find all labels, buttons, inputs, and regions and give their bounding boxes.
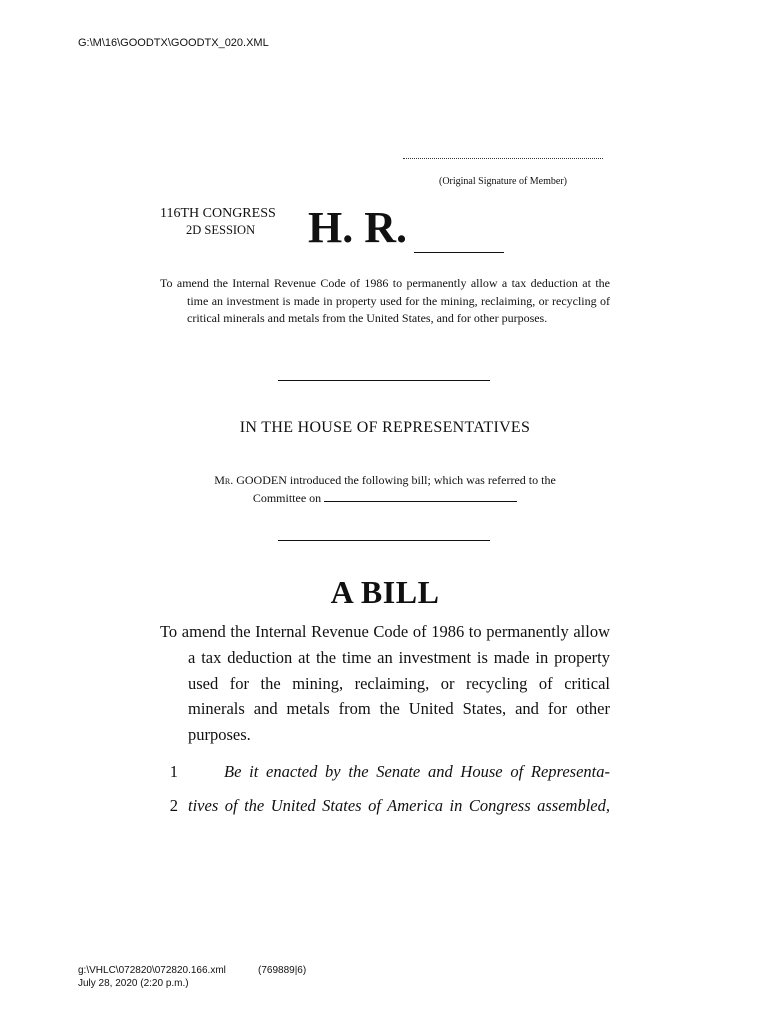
bill-number-blank — [414, 252, 504, 253]
long-title: To amend the Internal Revenue Code of 1986 to permanently allow a tax deduction at the time an investment is made in property used for the mining, reclaiming, or recycling of critical minerals and metals from the United States, and for other purposes. — [160, 622, 610, 745]
footer-file-info — [78, 964, 226, 990]
session-label: 2D SESSION — [186, 223, 256, 237]
line-number: 1 — [169, 762, 178, 781]
short-title: To amend the Internal Revenue Code of 1986 to permanently allow a tax deduction at the time an investment is made in property used for the mining, reclaiming, or recycling of critical minerals and metals from the United States, and for other purposes. — [160, 276, 610, 325]
introduction-text: introduced the following bill; which was referred to the — [286, 473, 556, 487]
bill-label: A BILL — [330, 574, 440, 610]
file-path: G:\M\16\GOODTX\GOODTX_020.XML — [78, 37, 269, 49]
footer-file-ref: g:\VHLC\072820\072820.166.xml — [78, 965, 226, 976]
footer-doc-id: (769889|6) — [258, 965, 307, 976]
signature-caption: (Original Signature of Member) — [438, 176, 568, 187]
enacting-clause-line: tives of the United States of America in Congress assembled, — [188, 796, 610, 815]
divider-rule — [278, 540, 490, 541]
committee-label: Committee on — [252, 490, 325, 505]
enacting-clause-line: Be it enacted by the Senate and House of Representa- — [224, 762, 610, 781]
introduction-statement — [160, 472, 610, 507]
committee-blank — [324, 492, 517, 502]
committee-line — [160, 490, 610, 508]
divider-rule — [278, 380, 490, 381]
congress-number: 116TH CONGRESS — [160, 206, 276, 221]
introduction-line — [160, 472, 610, 490]
signature-line — [403, 158, 603, 159]
footer-date: July 28, 2020 (2:20 p.m.) — [78, 978, 189, 989]
line-number: 2 — [169, 796, 178, 815]
chamber-heading: IN THE HOUSE OF REPRESENTATIVES — [239, 419, 531, 436]
bill-designation: H. R. — [308, 203, 407, 252]
sponsor-name: Mr. GOODEN — [214, 473, 287, 487]
